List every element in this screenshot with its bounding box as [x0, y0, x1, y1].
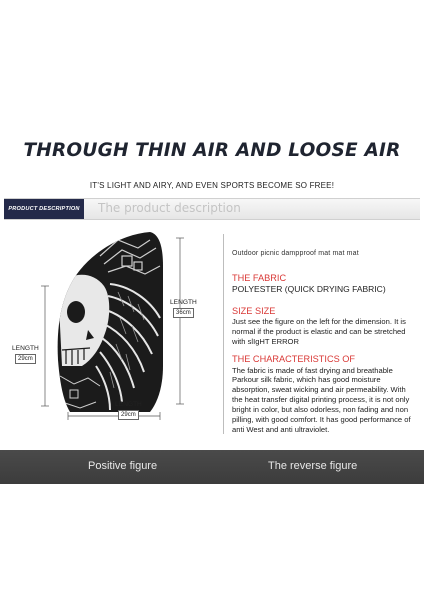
width-dimension-label: LENGTH 29cm: [12, 345, 39, 362]
width-dimension-line: [41, 286, 49, 406]
product-info: [232, 250, 418, 442]
characteristics-heading: THE CHARACTERISTICS OF: [232, 353, 356, 364]
characteristics-section: [232, 354, 418, 435]
bottom-dimension-label: LENGTH 29cm: [115, 401, 142, 418]
column-divider: [223, 234, 224, 434]
height-dimension-line: [176, 238, 184, 404]
positive-figure-label: Positive figure: [88, 460, 158, 472]
product-description-ghost-text: The product description: [98, 201, 241, 215]
product-title: Outdoor picnic dampproof mat mat mat: [232, 250, 359, 257]
product-description-tag: PRODUCT DESCRIPTION: [4, 199, 84, 219]
headline: THROUGH THIN AIR AND LOOSE AIR: [23, 140, 401, 161]
fabric-section: [232, 273, 418, 294]
size-body: Just see the figure on the left for the dimension. It is normal if the product is elastic and can be stretched with slIgHT ERROR: [232, 317, 406, 347]
subline: IT'S LIGHT AND AIRY, AND EVEN SPORTS BECOME SO FREE!: [89, 181, 335, 190]
size-section: [232, 306, 418, 347]
bottom-dimension-line: [68, 412, 160, 420]
characteristics-body: The fabric is made of fast drying and breathable Parkour silk fabric, which has good moisture absorption, sweat wicking and air permeability. With the heat transfer digital printing process, it is not only bright in color, but also odorless, non fading and non pilling, with good comfort. It has good performance of anti West and anti ultraviolet.: [232, 365, 411, 434]
fabric-value: POLYESTER (QUICK DRYING FABRIC): [232, 283, 386, 294]
height-dimension-label: LENGTH 36cm: [170, 299, 197, 316]
reverse-figure-label: The reverse figure: [268, 460, 358, 472]
product-description-bar: [4, 198, 420, 220]
size-heading: SIZE SIZE: [232, 305, 276, 316]
figure-label-bar: [0, 450, 424, 484]
fabric-heading: THE FABRIC: [232, 273, 287, 283]
